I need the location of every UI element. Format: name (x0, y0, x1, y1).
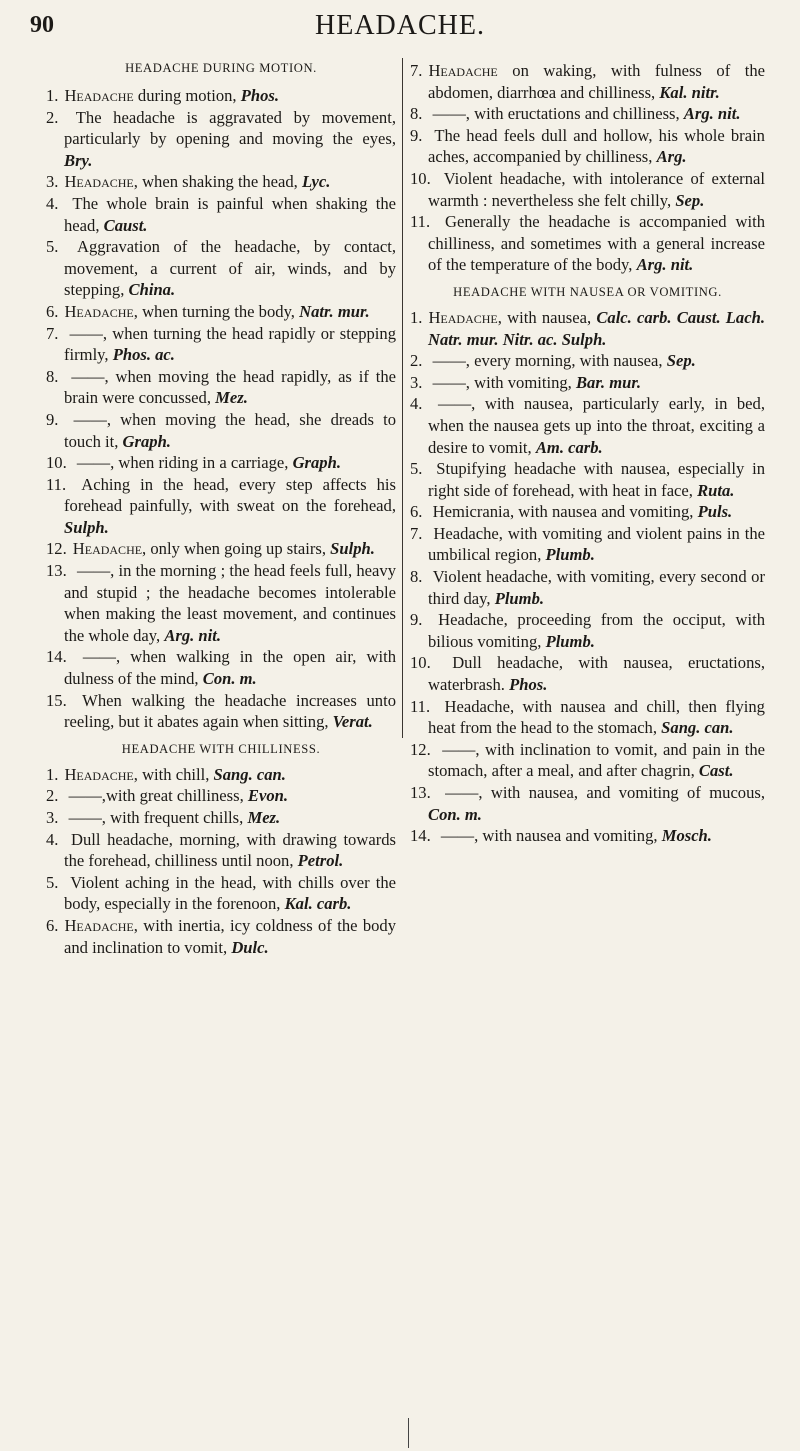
entry-text: ——, when moving the head, she dreads to touch it, (64, 409, 396, 451)
entry-number: 13. (410, 783, 431, 802)
entry-remedy: Con. m. (202, 669, 257, 689)
entry (46, 366, 396, 409)
entry-lead: Headache, (64, 915, 138, 935)
entry (46, 538, 396, 560)
entry-number: 11. (410, 696, 431, 716)
entry-remedy: Plumb. (545, 631, 595, 651)
section-chilliness-entries-left (46, 764, 396, 958)
entry-number: 15. (46, 690, 67, 710)
entry (46, 690, 396, 733)
entry-number: 8. (410, 567, 423, 587)
entry (46, 193, 396, 236)
section-heading-nausea: HEADACHE WITH NAUSEA OR VOMITING. (453, 284, 722, 299)
entry-text: Headache, proceeding from the occiput, with bilious vomiting, (428, 610, 765, 651)
entry (46, 323, 396, 366)
running-head: HEADACHE. (315, 10, 485, 41)
entry-text: Aggravation of the headache, by contact, movement, a current of air, winds, and by stepping, (64, 237, 396, 300)
entry (46, 409, 396, 452)
entry-remedy: Caust. (103, 215, 148, 235)
entry-number: 3. (410, 372, 423, 392)
entry-text: ——, when turning the head rapidly or stepping firmly, (64, 323, 396, 365)
entry-number: 9. (410, 610, 423, 630)
entry (410, 168, 765, 211)
section-nausea-entries (410, 307, 765, 847)
entry (410, 609, 765, 652)
entry (410, 458, 765, 501)
entry (410, 211, 765, 276)
entry-remedy: Evon. (247, 786, 289, 806)
entry-text: Violent headache, with vomiting, every second or third day, (428, 567, 765, 608)
entry-text: Violent aching in the head, with chills over the body, especially in the forenoon, (64, 872, 396, 914)
entry-remedy: Kal. nitr. (659, 82, 720, 102)
entry-remedy: Phos. (240, 86, 279, 105)
entry-number: 10. (410, 653, 431, 673)
section-motion-entries (46, 85, 396, 733)
entry-text: ——, in the morning ; the head feels full, heavy and stupid ; the headache becomes intolerable when making the least movement, and continues the whole day, (64, 561, 396, 645)
entry-remedy: Sulph. (64, 517, 109, 537)
entry-number: 8. (46, 366, 59, 386)
entry (46, 107, 396, 172)
entry-remedy: Sang. can. (661, 718, 734, 738)
entry (46, 764, 396, 786)
entry-lead: Headache, (64, 172, 138, 192)
section-chilliness-entries-right (410, 60, 765, 276)
entry-text: when turning the body, (142, 301, 295, 321)
entry-remedy: Bar. mur. (575, 372, 642, 392)
entry (46, 646, 396, 689)
entry (410, 739, 765, 782)
print-mark (408, 1418, 411, 1448)
entry-remedy: Arg. nit. (164, 625, 222, 645)
entry-text: with nausea, (507, 307, 592, 327)
entry-lead: Headache, (64, 301, 138, 321)
entry-remedy: Cast. (698, 761, 734, 781)
entry-text: during motion, (137, 86, 237, 105)
left-column (46, 60, 396, 958)
entry-number: 3. (46, 172, 59, 192)
entry (46, 915, 396, 958)
entry-text: with chill, (142, 764, 210, 784)
entry (410, 782, 765, 825)
entry-remedy: Graph. (292, 453, 341, 473)
entry-lead: Headache, (64, 764, 138, 784)
entry-number: 1. (410, 307, 423, 327)
entry-text: Headache, with nausea and chill, then flying heat from the head to the stomach, (428, 696, 765, 738)
entry (410, 125, 765, 168)
entry-remedy: Plumb. (545, 545, 595, 565)
entry-lead: Headache (428, 61, 498, 80)
entry-text: ——, when riding in a carriage, (76, 453, 289, 473)
entry-remedy: Am. carb. (535, 437, 603, 457)
page-number: 90 (30, 12, 54, 38)
right-column (410, 60, 765, 847)
entry-text: Hemicrania, with nausea and vomiting, (432, 502, 694, 522)
entry (46, 785, 396, 807)
entry (46, 474, 396, 539)
entry-number: 6. (46, 915, 59, 935)
entry-number: 11. (410, 212, 431, 232)
entry-remedy: Plumb. (494, 588, 545, 608)
entry-number: 4. (46, 193, 59, 213)
entry-remedy: Graph. (122, 431, 171, 451)
entry-number: 5. (46, 237, 59, 257)
entry-number: 10. (410, 168, 431, 188)
entry-number: 9. (410, 125, 423, 145)
entry-text: ——, when moving the head rapidly, as if the brain were concussed, (64, 366, 396, 408)
entry-remedy: Ruta. (697, 480, 735, 500)
entry-number: 7. (410, 523, 423, 543)
entry-number: 4. (46, 829, 59, 849)
entry-text: ——, with inclination to vomit, and pain in the stomach, after a meal, and after chagrin, (428, 739, 766, 781)
entry (46, 829, 396, 872)
entry-number: 3. (46, 808, 59, 827)
entry (46, 452, 396, 474)
entry-text: When walking the headache increases unto reeling, but it abates again when sitting, (64, 690, 396, 732)
entry-remedy: Sep. (675, 190, 705, 210)
entry-text: ——, with nausea, particularly early, in bed, when the nausea gets up into the throat, exciting a desire to vomit, (428, 394, 765, 457)
entry-number: 10. (46, 453, 67, 473)
entry-number: 2. (410, 351, 423, 371)
entry-number: 7. (46, 323, 59, 343)
entry (410, 825, 765, 847)
entry-remedy: China. (128, 280, 176, 300)
entry-remedy: Arg. (656, 147, 687, 167)
entry-number: 7. (410, 61, 423, 80)
entry (410, 350, 765, 372)
entry-number: 8. (410, 104, 423, 124)
entry-remedy: Bry. (64, 150, 93, 170)
entry-text: Dull headache, morning, with drawing towards the forehead, chilliness until noon, (64, 829, 396, 871)
entry-lead: Headache, (428, 307, 502, 327)
entry-remedy: Petrol. (297, 851, 344, 871)
entry-lead: Headache, (72, 539, 147, 559)
entry-remedy: Kal. carb. (284, 894, 352, 914)
entry-remedy: Phos. (509, 675, 548, 695)
entry-number: 6. (46, 301, 59, 321)
entry (46, 301, 396, 323)
entry-text: ——,with great chilliness, (68, 786, 244, 806)
entry-remedy: Mez. (247, 808, 281, 827)
entry-text: Dull headache, with nausea, eructations, waterbrash. (428, 653, 765, 695)
entry-text: Stupifying headache with nausea, especially in right side of forehead, with heat in face, (428, 459, 766, 500)
entry-text: ——, with eructations and chilliness, (432, 104, 680, 124)
entry-number: 2. (46, 107, 59, 127)
entry (410, 566, 765, 609)
entry-text: ——, with nausea and vomiting, (440, 826, 658, 846)
entry (46, 85, 396, 107)
entry-number: 5. (46, 872, 59, 892)
entry-lead: Headache (64, 86, 134, 105)
entry-text: ——, when walking in the open air, with dulness of the mind, (64, 647, 396, 689)
entry-remedy: Mosch. (661, 826, 712, 846)
entry-number: 13. (46, 561, 67, 581)
entry-text: Aching in the head, every step affects his forehead painfully, with sweat on the forehead, (64, 474, 396, 516)
entry-text: ——, with vomiting, (432, 372, 572, 392)
section-heading-motion: HEADACHE DURING MOTION. (125, 61, 317, 75)
entry-remedy: Calc. carb. Caust. Lach. Natr. mur. Nitr. ac. Sulph. (428, 307, 765, 349)
entry (46, 872, 396, 915)
entry-remedy: Mez. (215, 388, 248, 408)
entry (46, 236, 396, 301)
entry-text: The head feels dull and hollow, his whole brain aches, accompanied by chilliness, (428, 125, 765, 167)
entry-remedy: Arg. nit. (683, 104, 741, 124)
entry-text: Violent headache, with intolerance of external warmth : nevertheless she felt chilly, (428, 168, 765, 210)
entry-text: Headache, with vomiting and violent pains in the umbilical region, (428, 523, 765, 565)
entry-text: with inertia, icy coldness of the body and inclination to vomit, (64, 915, 397, 957)
entry-text: when shaking the head, (142, 172, 298, 192)
entry-text: The whole brain is painful when shaking the head, (64, 193, 396, 235)
entry-remedy: Sang. can. (213, 764, 286, 784)
entry-text: on waking, with fulness of the abdomen, diarrhœa and chilliness, (428, 61, 765, 102)
entry-number: 12. (410, 739, 431, 759)
entry-remedy: Phos. ac. (112, 345, 175, 365)
entry-text: ——, every morning, with nausea, (432, 351, 663, 371)
entry-remedy: Arg. nit. (636, 255, 694, 275)
entry-number: 14. (46, 647, 67, 667)
entry (410, 523, 765, 566)
entry (410, 696, 765, 739)
entry-text: only when going up stairs, (150, 539, 326, 559)
entry-number: 1. (46, 86, 59, 105)
entry-number: 11. (46, 474, 67, 494)
entry (410, 372, 765, 394)
entry-remedy: Sep. (666, 351, 696, 371)
column-divider (402, 58, 403, 738)
section-heading-chilliness: HEADACHE WITH CHILLINESS. (121, 741, 321, 756)
entry (410, 60, 765, 103)
entry-number: 1. (46, 764, 59, 784)
entry-remedy: Dulc. (231, 937, 269, 957)
entry-remedy: Puls. (697, 502, 733, 522)
entry-number: 12. (46, 539, 67, 559)
entry-text: Generally the headache is accompanied with chilliness, and sometimes with a general increase of the temperature of the body, (428, 212, 765, 275)
entry (410, 103, 765, 125)
entry (410, 652, 765, 695)
entry (410, 393, 765, 458)
entry-remedy: Lyc. (302, 172, 331, 192)
entry-remedy: Natr. mur. (299, 301, 370, 321)
entry-text: ——, with nausea, and vomiting of mucous, (445, 783, 766, 802)
entry-text: ——, with frequent chills, (68, 808, 244, 827)
entry-remedy: Con. m. (428, 804, 482, 824)
entry (46, 807, 396, 829)
entry-remedy: Sulph. (330, 539, 375, 559)
entry (46, 560, 396, 646)
entry-text: The headache is aggravated by movement, particularly by opening and moving the eyes, (64, 107, 396, 149)
entry (410, 501, 765, 523)
entry-number: 14. (410, 826, 431, 846)
entry-number: 5. (410, 459, 423, 479)
entry (46, 171, 396, 193)
entry-number: 9. (46, 409, 59, 429)
entry (410, 307, 765, 350)
entry-number: 2. (46, 786, 59, 806)
entry-number: 6. (410, 502, 423, 522)
entry-remedy: Verat. (332, 712, 373, 732)
entry-number: 4. (410, 394, 423, 414)
